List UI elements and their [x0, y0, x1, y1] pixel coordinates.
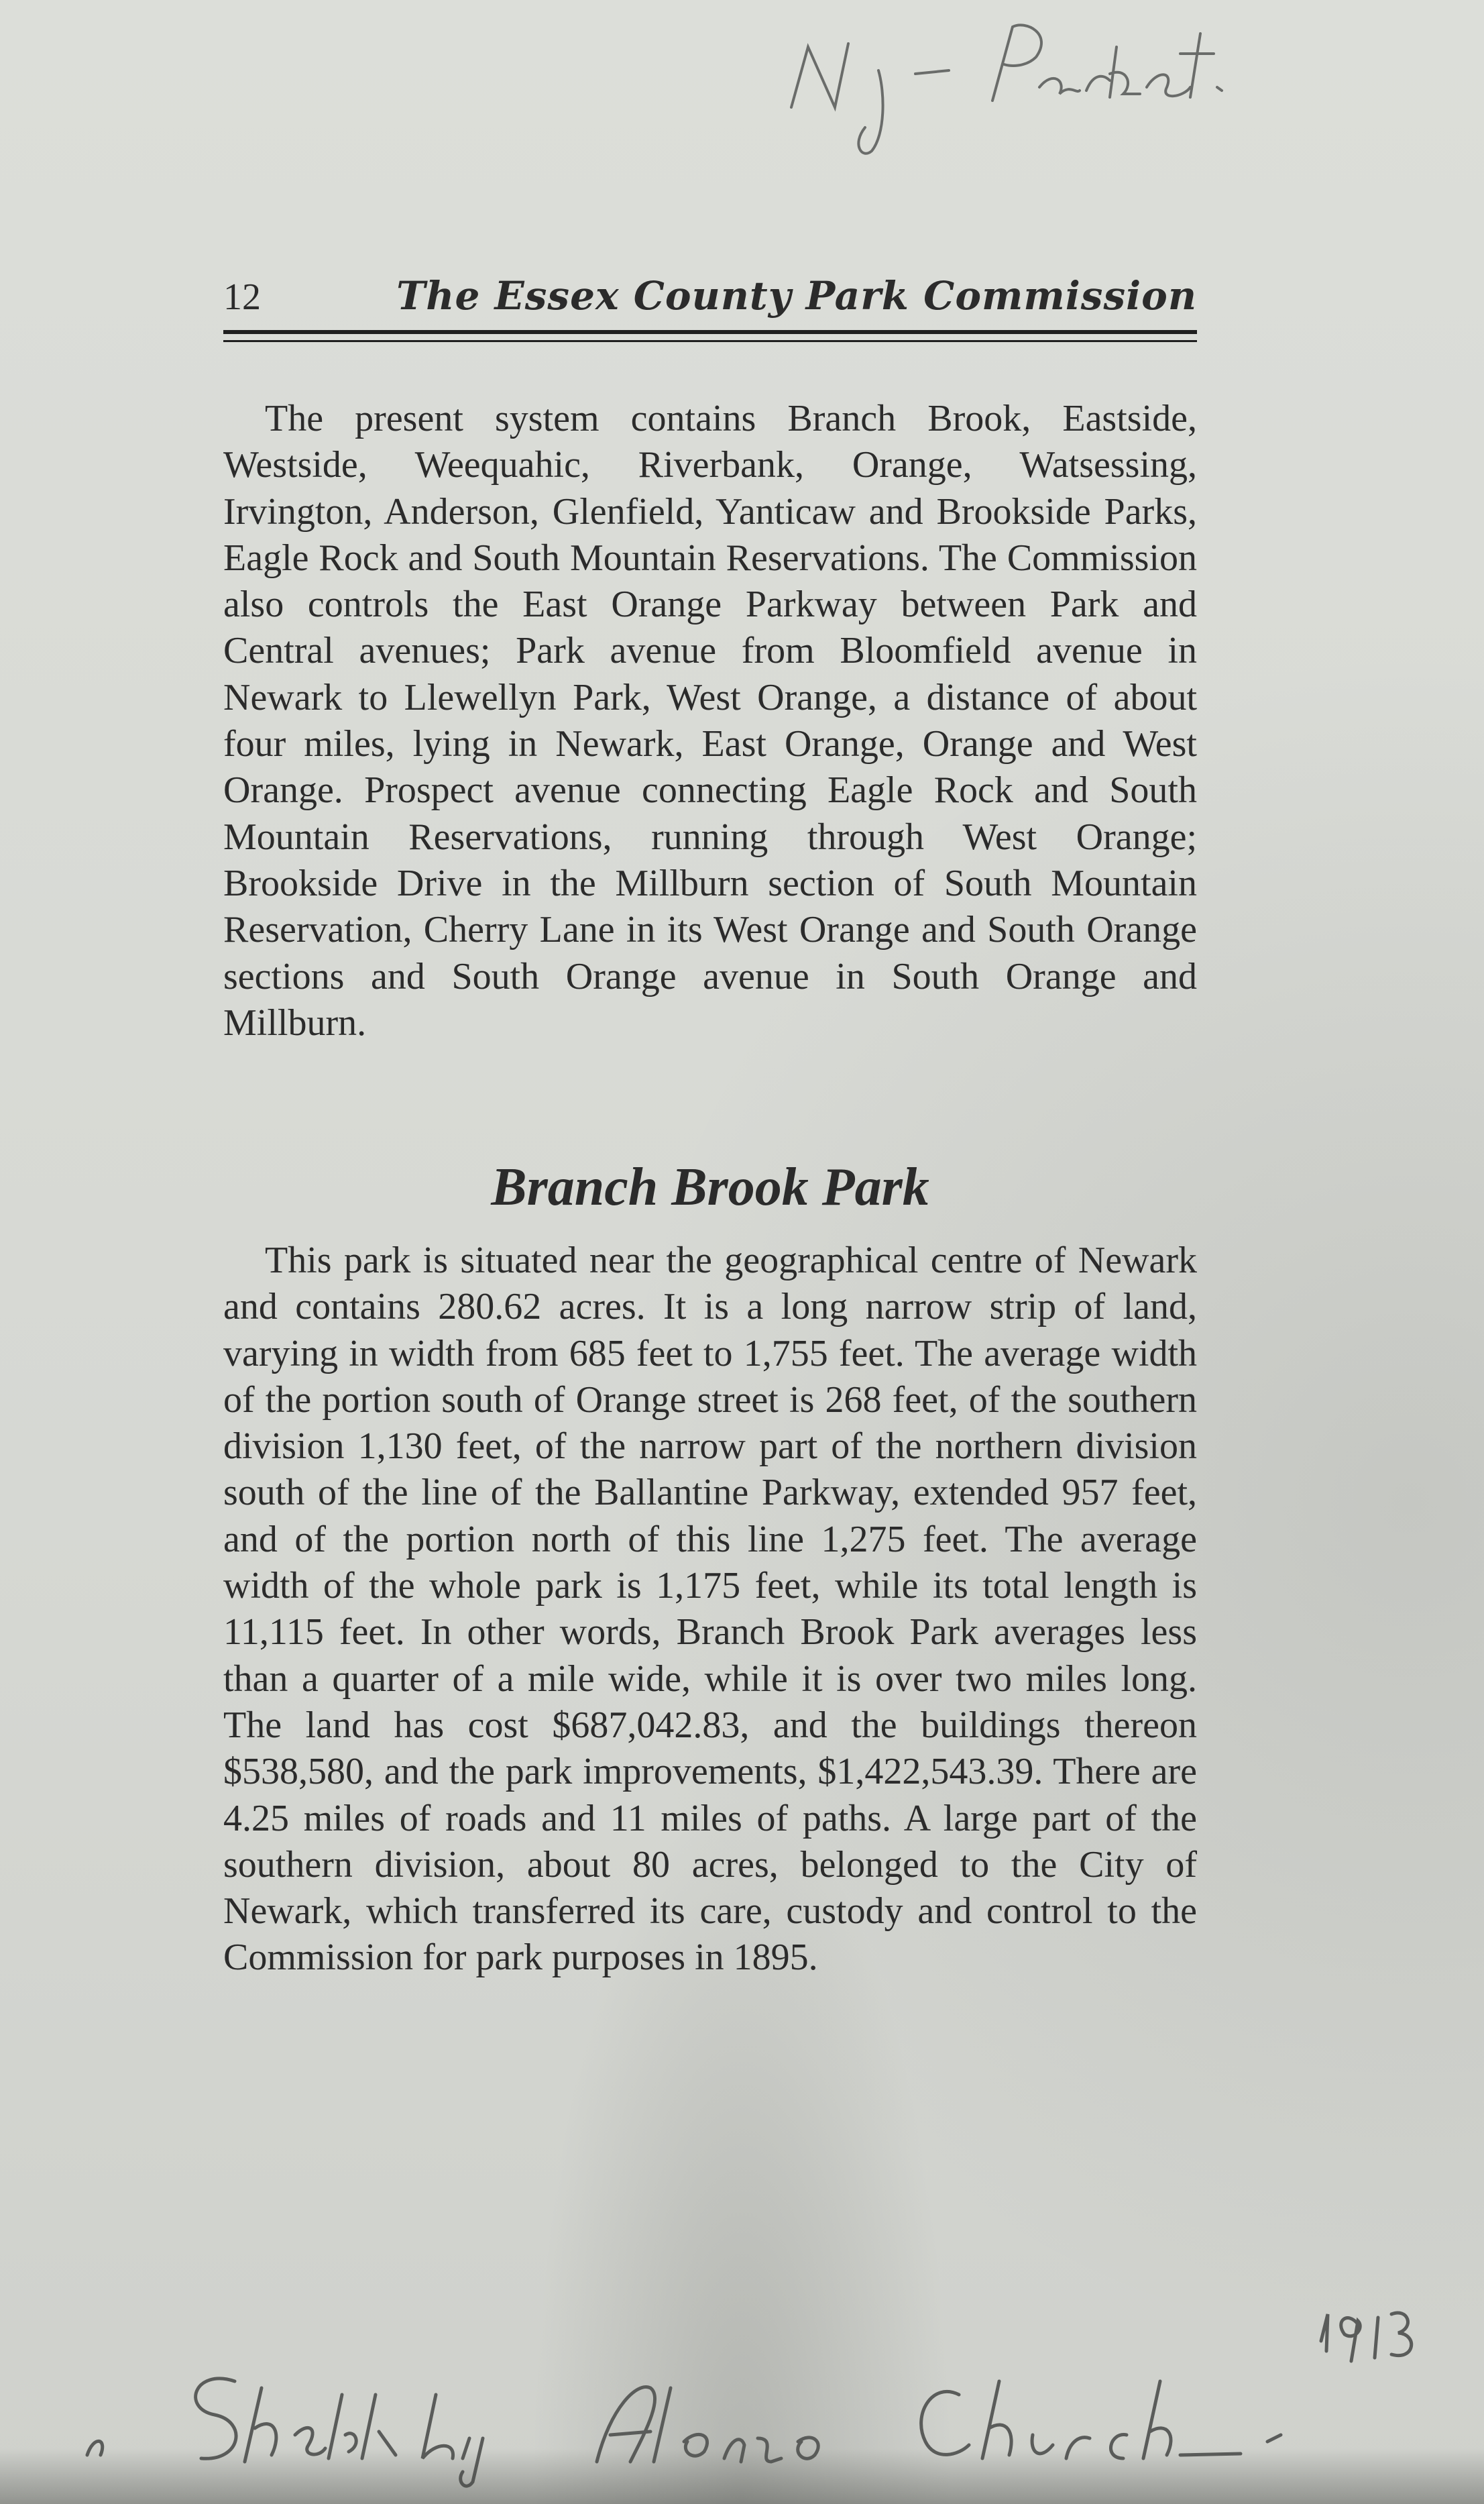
running-title: The Essex County Park Commission: [396, 273, 1197, 319]
scan-shadow: [0, 2448, 1484, 2504]
section-heading: Branch Brook Park: [491, 1158, 929, 1217]
running-head: [223, 258, 1197, 319]
intro-paragraph: The present system contains Branch Brook, Eastside, Westside, Weequahic, Riverbank, Orange, Watsessing, Irvington, Anderson, Glenfield, Yanticaw and Brookside Parks, Eagle Rock and South Mountain Reservations. The Commission also controls the East Orange Parkway between Park and Central avenues; Park avenue from Bloomfield avenue in Newark to Llewellyn Park, West Orange, a distance of about four miles, lying in Newark, East Orange, Orange and West Orange. Prospect avenue connecting Eagle Rock and South Mountain Reservations, running through West Orange; Brookside Drive in the Millburn section of South Mountain Reservation, Cherry Lane in its West Orange and South Orange sections and South Orange avenue in South Orange and Millburn.: [223, 398, 1197, 1044]
handwritten-top-note: [771, 7, 1241, 161]
page-number: 12: [223, 276, 261, 318]
pencil-annotation-top: [771, 7, 1241, 161]
section-paragraph: This park is situated near the geographical centre of Newark and contains 280.62 acres. It is a long narrow strip of land, varying in width from 685 feet to 1,755 feet. The average width of the portion south of Orange street is 268 feet, of the southern division 1,130 feet, of the narrow part of the northern division south of the line of the Ballantine Parkway, extended 957 feet, and of the portion north of this line 1,275 feet. The average width of the whole park is 1,175 feet, while its total length is 11,115 feet. In other words, Branch Brook Park averages less than a quarter of a mile wide, while it is over two miles long. The land has cost $687,042.83, and the buildings thereon $538,580, and the park improvements, $1,422,543.39. There are 4.25 miles of roads and 11 miles of paths. A large part of the southern division, about 80 acres, belonged to the City of Newark, which transferred its care, custody and control to the Commission for park purposes in 1895.: [223, 1240, 1197, 1979]
header-rule: [223, 330, 1197, 342]
